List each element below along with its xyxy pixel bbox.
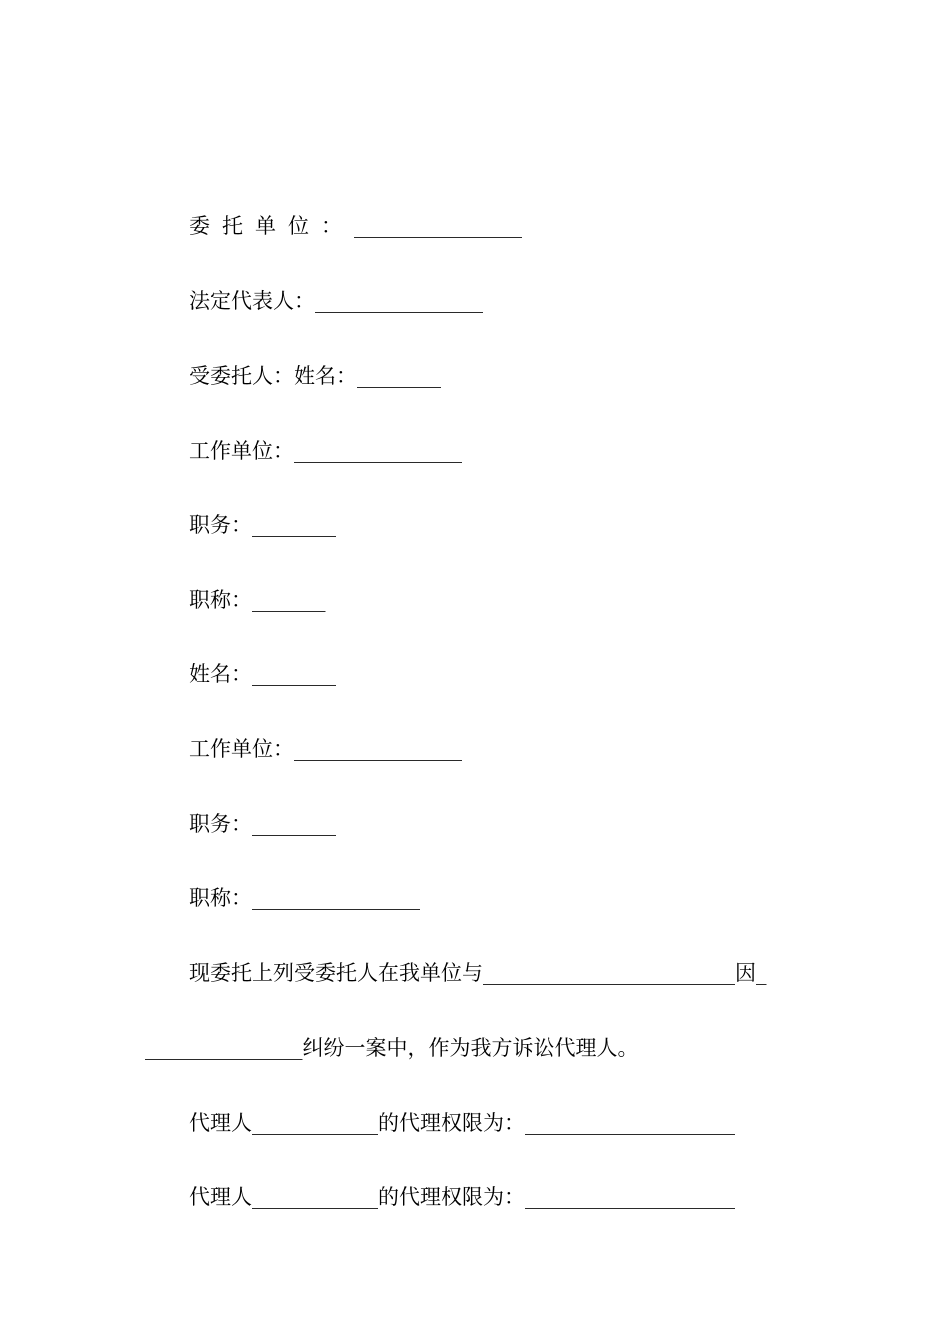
authority-label-1: 的代理权限为： [378, 1111, 525, 1135]
commission-cause: 因_ [735, 961, 767, 985]
agent-label-2: 代理人 [189, 1185, 252, 1209]
authority-blank-1: ____________________ [525, 1111, 735, 1135]
authority-blank-2: ____________________ [525, 1185, 735, 1209]
work-unit-line-2 [189, 735, 462, 763]
agent-label-1: 代理人 [189, 1111, 252, 1135]
agent-name-blank-2: ____________ [252, 1185, 378, 1209]
commission-line-1 [189, 959, 767, 987]
title-line-1 [189, 586, 326, 614]
position-blank-2: ________ [252, 812, 336, 836]
position-blank-1: ________ [252, 513, 336, 537]
work-unit-blank-2: ________________ [294, 737, 462, 761]
entrusting-unit-blank: ________________ [354, 214, 522, 238]
counterparty-blank: ________________________ [483, 961, 735, 985]
dispute-blank: _______________ [145, 1036, 303, 1060]
legal-representative-label: 法定代表人： [189, 289, 315, 313]
name-blank-2: ________ [252, 662, 336, 686]
agent-name-blank-1: ____________ [252, 1111, 378, 1135]
position-line-1 [189, 511, 336, 539]
title-line-2 [189, 884, 420, 912]
legal-representative-line [189, 287, 483, 315]
work-unit-label-1: 工作单位： [189, 439, 294, 463]
agent-authority-line-2 [189, 1183, 735, 1211]
legal-representative-blank: ________________ [315, 289, 483, 313]
commission-statement: 纠纷一案中，作为我方诉讼代理人。 [302, 1036, 639, 1060]
commission-line-2 [145, 1034, 639, 1062]
title-blank-2: ________________ [252, 886, 420, 910]
name-label-2: 姓名： [189, 662, 252, 686]
position-label-2: 职务： [189, 812, 252, 836]
trustee-name-label: 受委托人：姓名： [189, 364, 357, 388]
work-unit-blank-1: ________________ [294, 439, 462, 463]
entrusting-unit-line [189, 212, 522, 240]
title-label-1: 职称： [189, 588, 252, 612]
authority-label-2: 的代理权限为： [378, 1185, 525, 1209]
position-line-2 [189, 810, 336, 838]
commission-prefix: 现委托上列受委托人在我单位与 [189, 961, 483, 985]
position-label-1: 职务： [189, 513, 252, 537]
work-unit-label-2: 工作单位： [189, 737, 294, 761]
work-unit-line-1 [189, 437, 462, 465]
trustee-name-line [189, 362, 441, 390]
title-label-2: 职称： [189, 886, 252, 910]
agent-authority-line-1 [189, 1109, 735, 1137]
entrusting-unit-label: 委托单位： [189, 214, 354, 238]
trustee-name-blank: ________ [357, 364, 441, 388]
name-line-2 [189, 660, 336, 688]
title-blank-1: _______ [252, 588, 326, 612]
